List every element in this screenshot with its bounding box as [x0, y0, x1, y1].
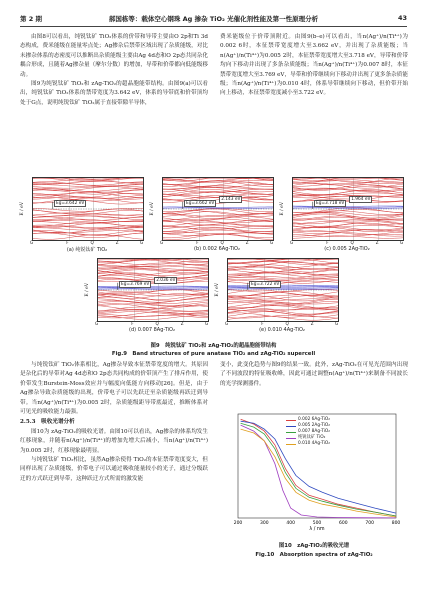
figure-10-caption-cn: 图10 zAg-TiO₂的吸收光谱	[278, 543, 350, 549]
band-plot	[32, 177, 144, 241]
band-line	[33, 215, 143, 218]
band-panel	[85, 258, 211, 338]
band-line	[163, 207, 273, 208]
band-line	[98, 259, 208, 263]
y-axis-label: E / eV	[215, 283, 220, 297]
band-line	[163, 228, 273, 233]
band-line	[293, 219, 403, 224]
k-point-label: F	[326, 240, 329, 245]
band-line	[98, 289, 208, 290]
k-point-label: F	[131, 321, 134, 326]
x-tick-label: 600	[339, 521, 348, 526]
band-line	[228, 293, 338, 298]
band-plot	[97, 258, 209, 322]
legend-label: 0.010 4Ag-TiO₂	[298, 441, 331, 446]
left-column-bottom	[20, 361, 208, 484]
impurity-gap-label: 2.143 eV	[221, 196, 241, 202]
legend-label: 纯锐钛矿 TiO₂	[298, 435, 326, 440]
paragraph: 与纯锐钛矿 TiO₂相比，虽然Ag掺杂使得 TiO₂的本征禁带宽度变大，但同样出现了杂质能级，价带电子可以通过吸收能量较小的光子，通过分级跃迁的方式跃迁到导带，这种跃迁方式所需的激发能	[20, 457, 208, 482]
band-svg	[293, 178, 403, 240]
section-heading: 2.5.3 吸收光谱分析	[20, 419, 75, 426]
y-axis-label: E / eV	[280, 202, 285, 216]
running-header	[20, 14, 407, 27]
band-gap-label: Eg=3.722 eV	[251, 281, 280, 287]
k-point-label: G	[335, 321, 339, 326]
band-line	[163, 234, 273, 238]
x-axis-label: λ / nm	[309, 527, 325, 532]
k-point-label: G	[205, 321, 209, 326]
band-line	[228, 288, 338, 289]
paragraph: 费米能级位于价带顶附近。由图9(b–e)可以看出，当n(Ag⁺)/n(Ti⁴⁺)为0.002 6时，本征禁带宽度增大至3.662 eV，并出现了杂质能级；当n(Ag⁺)/n(Ti⁴⁺)为0.005 2时，本征禁带宽度增大至3.718 eV，导带和价带均向下移动并出现了多条杂质能级；当n(Ag⁺)/n(Ti⁴⁺)为0.007 8时，本征禁带宽度增大至3.769 eV，导带和价带继续向下移动并出现了更多条杂质能级；当n(Ag⁺)/n(Ti⁴⁺)为0.010 4时，体系导带继续向下移动，但价带开始向上移动，本征禁带宽度减小至3.722 eV。	[220, 34, 408, 97]
band-line	[33, 208, 143, 211]
x-tick-label: 800	[391, 521, 400, 526]
x-tick-label: 700	[365, 521, 374, 526]
k-point-label: F	[261, 321, 264, 326]
x-tick-label: 300	[260, 521, 269, 526]
band-line	[293, 207, 403, 208]
band-line	[163, 198, 273, 203]
band-line	[163, 235, 273, 240]
k-point-label: G	[140, 240, 144, 245]
panel-caption: (b) 0.002 6Ag-TiO₂	[194, 246, 240, 252]
panel-caption: (d) 0.007 8Ag-TiO₂	[129, 327, 175, 333]
band-plot	[292, 177, 404, 241]
impurity-gap-label: 1.964 eV	[351, 196, 371, 202]
band-svg	[228, 259, 338, 321]
figure-10-caption-en: Fig.10 Absorption spectra of zAg-TiO₂	[255, 552, 373, 558]
k-point-label: G	[95, 321, 99, 326]
k-point-label: F	[196, 240, 199, 245]
paragraph: 由图8可以看出，纯锐钛矿 TiO₂体系的价带和导带主要由O 2p和Ti 3d态构成，费米能级在能量零点处；Ag掺杂后禁带区域出现了杂质能级，对比未掺杂体系的态密度可以推断出杂质能级主要由Ag 4d态和O 2p态共同杂化耦合形成，且随着Ag掺杂量（摩尔分数）的增加，导带和价带都向低能级移动。	[20, 34, 208, 78]
band-panel	[280, 177, 406, 257]
page-number: 43	[397, 14, 407, 22]
band-line	[33, 179, 143, 182]
band-gap-label: Eg=3.662 eV	[186, 200, 215, 206]
x-tick-label: 500	[312, 521, 322, 526]
band-panel	[20, 177, 146, 257]
k-point-label: Q	[90, 240, 94, 245]
k-point-label: Q	[155, 321, 159, 326]
band-line	[163, 192, 273, 197]
paragraph: 图10为 zAg-TiO₂的吸收光谱。由图10可以看出，Ag掺杂的体系均发生红移现象，并随着n(Ag⁺)/n(Ti⁴⁺)的增加先增大后减小，当n(Ag⁺)/n(Ti⁴⁺)为0.005 2时，红移现象最明显。	[20, 428, 208, 454]
band-line	[293, 208, 403, 209]
band-gap-label: Eg=3.769 eV	[121, 281, 150, 287]
right-column-bottom	[220, 361, 408, 389]
panel-caption: (c) 0.005 2Ag-TiO₂	[324, 246, 370, 252]
running-title: 郝国栋等：载体空心钢珠 Ag 掺杂 TiO₂ 光催化剂性能及第一性原理分析	[108, 15, 319, 23]
figure-9-caption-en: Fig.9 Band structures of pure anatase TiO₂ and zAg-TiO₂ supercell	[111, 351, 316, 357]
panel-caption: (e) 0.010 4Ag-TiO₂	[259, 327, 305, 333]
k-point-label: Z	[115, 240, 119, 245]
paragraph: 图9为纯锐钛矿 TiO₂和 zAg-TiO₂的超晶胞能带结构。由图9(a)可以看出，纯锐钛矿 TiO₂体系的禁带宽度为3.642 eV，体系的导带底和价带顶均处于G点，说明纯锐钛矿 TiO₂属于直接带隙半导体，	[20, 81, 208, 106]
band-line	[293, 234, 403, 236]
legend-label: 0.002 6Ag-TiO₂	[298, 417, 331, 422]
impurity-gap-label: 2.036 eV	[156, 277, 176, 283]
legend-label: 0.007 8Ag-TiO₂	[298, 429, 331, 434]
chart-legend	[286, 417, 330, 447]
k-point-label: Q	[350, 240, 354, 245]
k-point-label: G	[290, 240, 294, 245]
k-point-label: F	[66, 240, 69, 245]
band-line	[293, 206, 403, 207]
k-point-label: G	[400, 240, 404, 245]
y-axis-label: E / eV	[150, 202, 155, 216]
legend-label: 0.005 2Ag-TiO₂	[298, 423, 331, 428]
k-point-label: G	[225, 321, 229, 326]
k-point-label: G	[160, 240, 164, 245]
issue-number: 第 2 期	[20, 15, 43, 23]
band-line	[98, 288, 208, 289]
k-point-label: G	[270, 240, 274, 245]
legend-entry	[286, 441, 330, 447]
y-axis-label: E / eV	[85, 283, 90, 297]
x-tick-label: 400	[286, 521, 295, 526]
band-line	[228, 285, 338, 286]
band-panel	[150, 177, 276, 257]
band-line	[228, 312, 338, 317]
legend-swatch	[286, 444, 296, 445]
figure-9-caption-cn: 图9 纯锐钛矿 TiO₂和 zAg-TiO₂的超晶胞能带结构	[150, 343, 277, 349]
band-line	[228, 287, 338, 288]
band-gap-label: Eg=3.718 eV	[316, 200, 345, 206]
band-gap-label: Eg=3.642 eV	[56, 200, 85, 206]
paragraph: 与纯锐钛矿 TiO₂体系相比，Ag掺杂导致本征禁带宽度的增大。其原因是杂化后的导带对Ag 4d态和O 2p态共同构成的价带顶产生了排斥作用，使价带发生Burstein-Moss效应并与幅度向低能方向移动[26]。但是，由于Ag掺杂导致杂质能级的出现，价带电子可以先跃迁至杂质能级再跃迁到导带。当n(Ag⁺)/n(Ti⁴⁺)为0.005 2时，杂质能级距导带底最近，推断体系对可见光的吸收能力最强。	[20, 362, 208, 416]
band-line	[228, 289, 338, 290]
legend-swatch	[286, 426, 296, 427]
legend-swatch	[286, 420, 296, 421]
band-svg	[98, 259, 208, 321]
k-point-label: Z	[375, 240, 379, 245]
band-panel	[215, 258, 341, 338]
band-line	[98, 287, 208, 288]
band-line	[228, 281, 338, 284]
k-point-label: Z	[245, 240, 249, 245]
band-line	[228, 286, 338, 287]
band-line	[33, 178, 143, 181]
k-point-label: Q	[285, 321, 289, 326]
panel-caption: (a) 纯锐钛矿 TiO₂	[66, 247, 108, 253]
band-line	[98, 286, 208, 287]
y-axis-label: E / eV	[20, 202, 25, 216]
right-column-top	[220, 33, 408, 99]
band-plot	[162, 177, 274, 241]
band-line	[293, 184, 403, 187]
band-line	[33, 235, 143, 240]
band-plot	[227, 258, 339, 322]
band-line	[293, 230, 403, 234]
band-line	[33, 189, 143, 192]
paragraph: 变小，此变化趋势与图9的结果一致。此外，zAg-TiO₂在可见光范围内出现了不同波段的特征吸收峰，因此可通过调整n(Ag⁺)/n(Ti⁴⁺)来制备不同波长的光学探测器件。	[220, 362, 408, 387]
band-line	[228, 303, 338, 308]
legend-swatch	[286, 432, 296, 433]
k-point-label: G	[30, 240, 34, 245]
left-column-top	[20, 33, 208, 108]
x-tick-label: 200	[233, 521, 243, 526]
band-line	[163, 199, 273, 203]
band-svg	[33, 178, 143, 240]
band-line	[33, 233, 143, 238]
band-line	[98, 281, 208, 284]
band-line	[163, 208, 273, 209]
band-line	[293, 236, 403, 239]
k-point-label: Q	[220, 240, 224, 245]
k-point-label: Z	[310, 321, 314, 326]
band-svg	[163, 178, 273, 240]
k-point-label: Z	[180, 321, 184, 326]
legend-swatch	[286, 438, 296, 439]
